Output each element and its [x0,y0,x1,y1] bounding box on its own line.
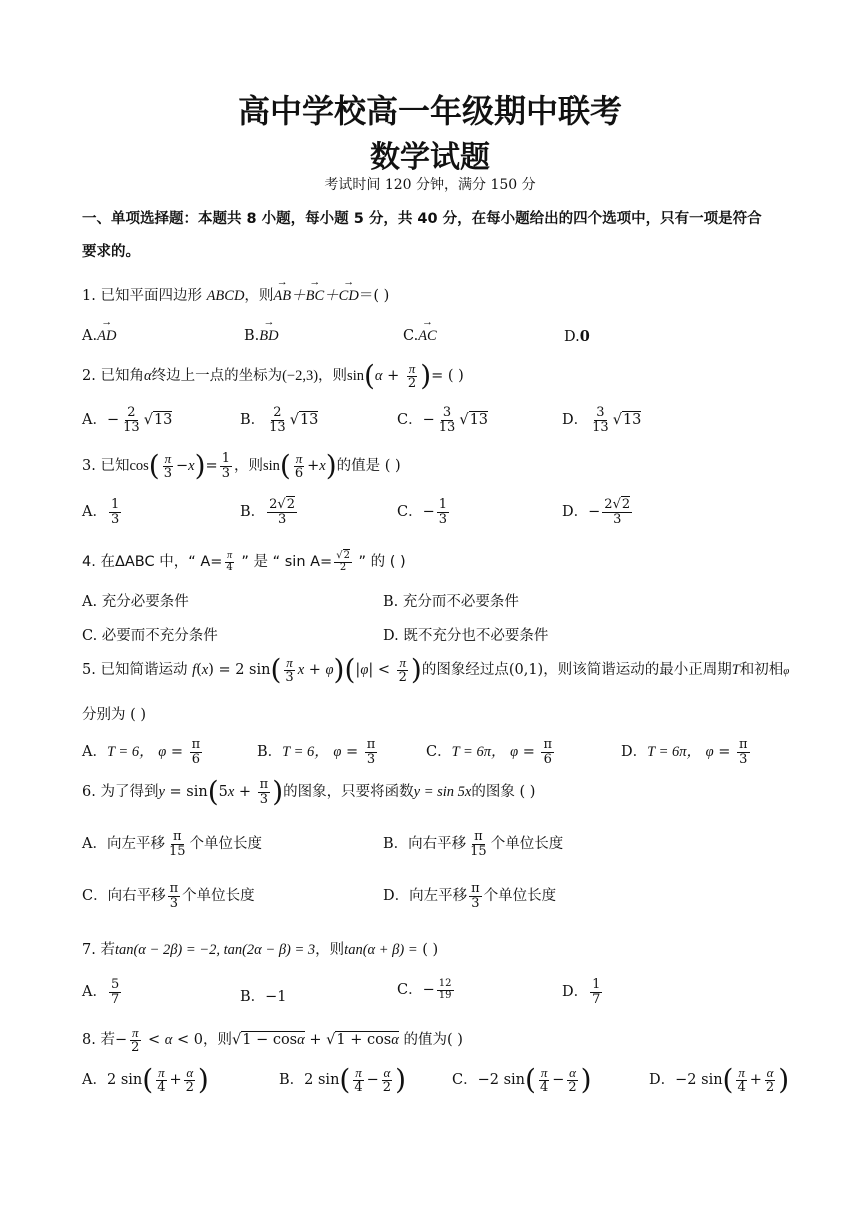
q1-option-c[interactable]: C.→ AC [403,328,437,345]
q5-option-c[interactable]: C．T = 6π， φ = $\frac{\pi}{6}$ [426,737,553,767]
q8-option-d[interactable]: D．−2 sin( $\frac{\pi}{4}$ + $\frac{\alpha}{2}$ ) [649,1063,790,1097]
question-2: 2. 已知角α终边上一点的坐标为(−2,3)，则sin(α + $\frac{\pi}{2}$ )= ( ) [82,359,464,393]
q5-option-b[interactable]: B．T = 6， φ = $\frac{\pi}{3}$ [257,737,376,767]
question-8: 8. 若− $\frac{\pi}{2}$ < α < 0，则√1 − cosα + √1 + cosα 的值为( ) [82,1025,463,1055]
q2-option-a[interactable]: A．− $\frac{2}{13}$ √13 [82,405,173,435]
q4-option-b[interactable]: B. 充分而不必要条件 [383,594,519,610]
q7-option-a[interactable]: A． $\frac{5}{7}$ [82,977,120,1007]
q5-option-a[interactable]: A．T = 6， φ = $\frac{\pi}{6}$ [82,737,201,767]
question-4: 4. 在ΔABC 中，“ A= $\frac{\pi}{4}$ ” 是 “ sin A= $\frac{√2}{2}$ ” 的 ( ) [82,550,406,573]
page-title: 高中学校高一年级期中联考 [237,92,622,130]
q1-option-d[interactable]: D.0 [564,328,590,345]
q7-option-b[interactable]: B．−1 [240,989,287,1005]
question-3: 3. 已知cos( $\frac{\pi}{3}$ −x)= $\frac{1}{3}$ ，则sin( $\frac{\pi}{6}$ +x)的值是 ( ) [82,449,401,483]
q6-option-a[interactable]: A．向左平移 $\frac{\pi}{15}$ 个单位长度 [82,829,263,859]
q6-option-d[interactable]: D．向左平移 $\frac{\pi}{3}$ 个单位长度 [383,881,557,911]
q2-option-b[interactable]: B． $\frac{2}{13}$ √13 [240,405,319,435]
q7-option-d[interactable]: D． $\frac{1}{7}$ [562,977,601,1007]
question-1: 1. 已知平面四边形 ABCD，则→ AB＋→ BC＋→ CD＝( ) [82,284,389,305]
q6-option-b[interactable]: B．向右平移 $\frac{\pi}{15}$ 个单位长度 [383,829,564,859]
q6-option-c[interactable]: C．向右平移 $\frac{\pi}{3}$ 个单位长度 [82,881,255,911]
q1-option-b[interactable]: B.→ BD [244,328,279,345]
question-6: 6. 为了得到y = sin(5x + $\frac{\pi}{3}$ )的图象，只要将函数y = sin 5x的图象 ( ) [82,775,536,809]
q4-option-a[interactable]: A. 充分必要条件 [82,594,189,610]
question-5-cont: 分别为 ( ) [82,707,147,723]
page-subtitle-title: 数学试题 [370,140,490,175]
q3-option-a[interactable]: A． $\frac{1}{3}$ [82,497,120,527]
q5-option-d[interactable]: D．T = 6π， φ = $\frac{\pi}{3}$ [621,737,748,767]
q7-option-c[interactable]: C．− $\frac{12}{19}$ [397,978,452,1001]
q8-option-c[interactable]: C．−2 sin( $\frac{\pi}{4}$ − $\frac{\alpha}{2}$ ) [452,1063,592,1097]
question-7: 7. 若tan(α − 2β) = −2, tan(2α − β) = 3，则tan(α + β) = ( ) [82,942,439,958]
q2-option-c[interactable]: C．− $\frac{3}{13}$ √13 [397,405,489,435]
q8-option-b[interactable]: B．2 sin( $\frac{\pi}{4}$ − $\frac{\alpha}{2}$ ) [279,1063,407,1097]
question-5: 5. 已知简谐运动 f(x) = 2 sin( $\frac{\pi}{3}$ x + φ)(|φ| < $\frac{\pi}{2}$ )的图象经过点(0,1)，则该简谐运动的最小正周期T和初相φ [82,653,790,687]
q3-option-d[interactable]: D．− $\frac{2√2}{3}$ [562,497,631,527]
section-heading-cont: 要求的。 [82,244,140,260]
exam-info: 考试时间 120 分钟，满分 150 分 [324,177,536,193]
q2-option-d[interactable]: D． $\frac{3}{13}$ √13 [562,405,642,435]
q1-option-a[interactable]: A.→ AD [82,328,116,345]
q8-option-a[interactable]: A．2 sin( $\frac{\pi}{4}$ + $\frac{\alpha}{2}$ ) [82,1063,209,1097]
q3-option-b[interactable]: B． $\frac{2√2}{3}$ [240,497,295,527]
q4-option-c[interactable]: C. 必要而不充分条件 [82,628,218,644]
section-heading: 一、单项选择题：本题共 8 小题，每小题 5 分，共 40 分，在每小题给出的四个选项中，只有一项是符合 [82,211,762,227]
q4-option-d[interactable]: D. 既不充分也不必要条件 [383,628,549,644]
q3-option-c[interactable]: C．− $\frac{1}{3}$ [397,497,448,527]
